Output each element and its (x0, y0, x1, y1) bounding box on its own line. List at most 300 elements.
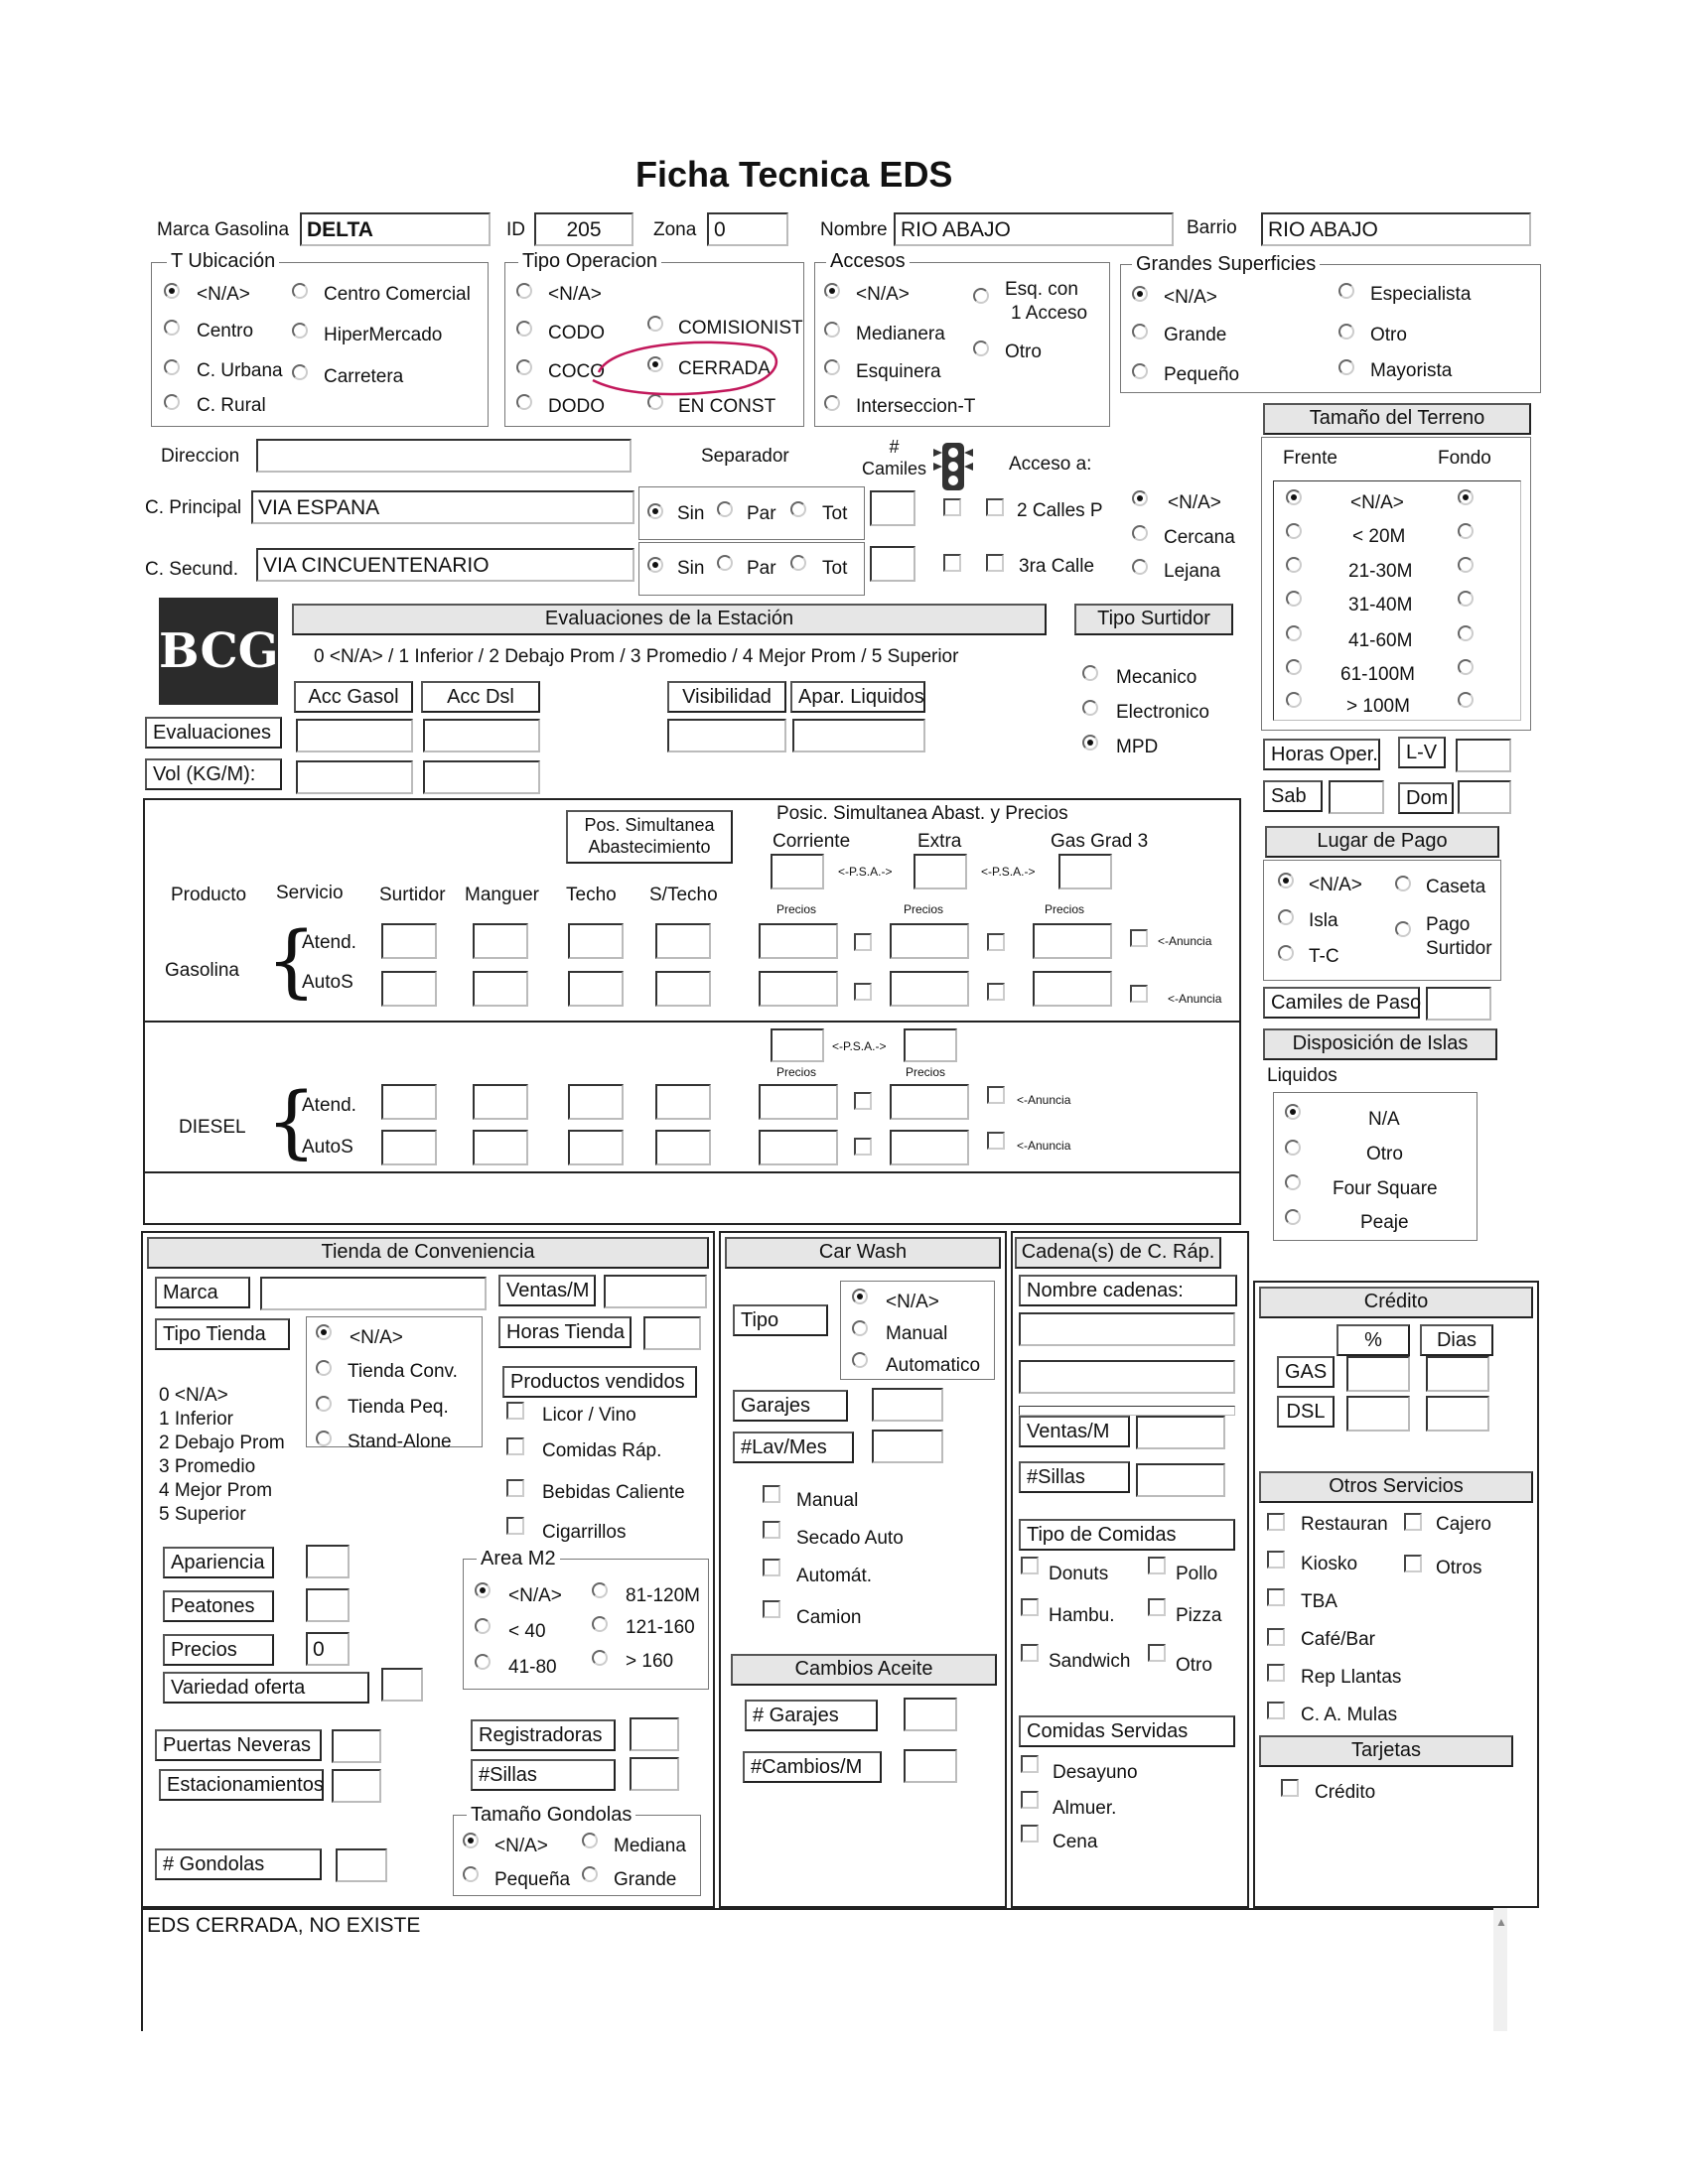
dsl-autos-anuncia-chk[interactable] (987, 1132, 1005, 1150)
radio-acc-esquinera[interactable] (824, 359, 840, 375)
radio-ubic-centro[interactable] (164, 320, 180, 336)
radio-pago-na[interactable] (1278, 873, 1294, 888)
tt-conv-label: Tienda Conv. (348, 1361, 458, 1382)
dsl-atend-anuncia-chk[interactable] (987, 1086, 1005, 1104)
radio-op-comisionist[interactable] (647, 316, 663, 332)
credito-dsl-pct[interactable] (1346, 1396, 1410, 1432)
horas-tienda-label: Horas Tienda (498, 1316, 632, 1348)
corriente-label: Corriente (773, 831, 851, 852)
radio-frente-4[interactable] (1286, 625, 1302, 641)
radio-surt-mecanico[interactable] (1082, 665, 1098, 681)
radio-acc-interseccion[interactable] (824, 395, 840, 411)
cambios-m-label: #Cambios/M (743, 1751, 882, 1783)
lv-field[interactable] (1456, 739, 1511, 772)
gas-autos-manguer[interactable] (473, 971, 528, 1007)
chk-otro-comida[interactable] (1148, 1644, 1166, 1662)
gs-na-label: <N/A> (1164, 287, 1217, 308)
nombre-field[interactable]: RIO ABAJO (894, 212, 1174, 246)
diesel-psa-1[interactable] (771, 1028, 824, 1062)
radio-acc-esq[interactable] (973, 288, 989, 304)
radio-islas-na[interactable] (1285, 1104, 1301, 1120)
area-160-label: > 160 (626, 1651, 674, 1672)
bebidas-label: Bebidas Caliente (542, 1482, 685, 1503)
gas-atend-anuncia-chk[interactable] (1130, 929, 1148, 947)
c-secund-field[interactable]: VIA CINCUENTENARIO (256, 548, 634, 582)
cw-lav-mes-field[interactable] (872, 1430, 943, 1463)
eval-acc-dsl-field[interactable] (423, 719, 540, 752)
pago-tc-label: T-C (1309, 946, 1339, 967)
chk-desayuno[interactable] (1021, 1755, 1039, 1773)
n-gondolas-label: # Gondolas (155, 1848, 322, 1880)
radio-area-81-120[interactable] (592, 1582, 608, 1598)
nombre-cadenas-field-1[interactable] (1019, 1312, 1235, 1346)
psa-corriente-field[interactable] (771, 854, 824, 889)
chk-cw-secado[interactable] (763, 1521, 780, 1539)
radio-pago-tc[interactable] (1278, 945, 1294, 961)
radio-gs-grande[interactable] (1132, 324, 1148, 340)
cw-na-label: <N/A> (886, 1292, 939, 1312)
precios-label: Precios (163, 1634, 274, 1666)
chk-kiosko[interactable] (1267, 1551, 1285, 1569)
radio-pago-isla[interactable] (1278, 909, 1294, 925)
radio-sep-s-par[interactable] (717, 555, 733, 571)
chk-hambu[interactable] (1021, 1598, 1039, 1616)
chk-donuts[interactable] (1021, 1557, 1039, 1574)
dsl-atend-manguer[interactable] (473, 1084, 528, 1120)
col-stecho: S/Techo (649, 885, 718, 905)
comidas-rap-label: Comidas Ráp. (542, 1440, 662, 1461)
cambios-m-field[interactable] (904, 1749, 957, 1783)
barrio-field[interactable]: RIO ABAJO (1261, 212, 1531, 246)
radio-op-coco[interactable] (516, 359, 532, 375)
eval-acc-gasol-field[interactable] (296, 719, 413, 752)
radio-area-121-160[interactable] (592, 1616, 608, 1632)
chk-pizza[interactable] (1148, 1598, 1166, 1616)
posic-title: Posic. Simultanea Abast. y Precios (776, 803, 1068, 824)
op-na-label: <N/A> (548, 284, 602, 305)
radio-ubic-na[interactable] (164, 283, 180, 299)
apariencia-field[interactable] (306, 1545, 350, 1578)
chk-cigarrillos[interactable] (506, 1517, 524, 1535)
radio-surt-electronico[interactable] (1082, 700, 1098, 716)
credito-header: Crédito (1259, 1287, 1533, 1318)
precios-field[interactable]: 0 (306, 1632, 350, 1666)
radio-gs-pequeno[interactable] (1132, 363, 1148, 379)
radio-fondo-6[interactable] (1458, 692, 1474, 708)
gas-atend-chk-1[interactable] (854, 933, 872, 951)
gas-autos-techo[interactable] (568, 971, 624, 1007)
sep-s-tot: Tot (822, 558, 848, 579)
radio-fondo-4[interactable] (1458, 625, 1474, 641)
ubic-centro-label: Centro (197, 321, 254, 341)
productos-vendidos-label: Productos vendidos (502, 1366, 697, 1398)
tienda-scale-0: 0 <N/A> (159, 1385, 228, 1406)
radio-area-na[interactable] (475, 1582, 491, 1598)
chk-bebidas[interactable] (506, 1479, 524, 1497)
acc-otro-label: Otro (1005, 341, 1042, 362)
sab-field[interactable] (1329, 780, 1384, 814)
radio-fondo-3[interactable] (1458, 591, 1474, 607)
direccion-field[interactable] (256, 439, 632, 473)
radio-gs-otro[interactable] (1338, 324, 1354, 340)
c-principal-label: C. Principal (145, 497, 242, 518)
tienda-sillas-field[interactable] (630, 1757, 679, 1791)
nombre-cadenas-field-2[interactable] (1019, 1360, 1235, 1394)
dsl-atend-techo[interactable] (568, 1084, 624, 1120)
dsl-autos-surtidor[interactable] (381, 1130, 437, 1165)
radio-sep-p-par[interactable] (717, 501, 733, 517)
tienda-marca-field[interactable] (260, 1277, 487, 1310)
chk-comidas-rap[interactable] (506, 1437, 524, 1455)
ubic-cc-label: Centro Comercial (324, 284, 471, 305)
ubic-na-label: <N/A> (197, 284, 250, 305)
dsl-autos-precio-2[interactable] (890, 1130, 969, 1165)
sep-p-sin: Sin (677, 503, 705, 524)
dsl-atend-precio-2[interactable] (890, 1084, 969, 1120)
radio-gs-na[interactable] (1132, 286, 1148, 302)
radio-gs-especialista[interactable] (1338, 283, 1354, 299)
variedad-field[interactable] (381, 1668, 423, 1702)
diesel-autos-label: AutoS (302, 1137, 353, 1158)
id-field[interactable]: 205 (534, 212, 633, 246)
credito-gas-dias[interactable] (1426, 1356, 1489, 1392)
evaluaciones-label: Evaluaciones (145, 717, 282, 749)
cw-opt-automat: Automát. (796, 1566, 873, 1586)
camiles-paso-field[interactable] (1426, 987, 1491, 1021)
ubic-carretera-label: Carretera (324, 366, 404, 387)
chk-tba[interactable] (1267, 1588, 1285, 1606)
radio-pago-surtidor[interactable] (1395, 921, 1411, 937)
tienda-scale-3: 3 Promedio (159, 1456, 256, 1477)
checkbox-2calles[interactable] (986, 498, 1004, 516)
dsl-atend-surtidor[interactable] (381, 1084, 437, 1120)
radio-pago-caseta[interactable] (1395, 876, 1411, 891)
gas-autos-precio-1[interactable] (759, 971, 838, 1007)
credito-gas-pct[interactable] (1346, 1356, 1410, 1392)
radio-ubic-centro-comercial[interactable] (292, 283, 308, 299)
n-gondolas-field[interactable] (336, 1848, 387, 1882)
desayuno-label: Desayuno (1053, 1762, 1138, 1783)
estacionamientos-label: Estacionamientos (159, 1769, 324, 1801)
radio-islas-peaje[interactable] (1285, 1209, 1301, 1225)
radio-tt-peq[interactable] (316, 1396, 332, 1412)
islas-na-label: N/A (1368, 1109, 1400, 1130)
radio-area-40[interactable] (475, 1618, 491, 1634)
radio-accesoa-na[interactable] (1132, 490, 1148, 506)
gas-autos-anuncia-chk[interactable] (1130, 985, 1148, 1003)
cad-ventas-label: Ventas/M (1019, 1416, 1130, 1447)
marca-field[interactable]: DELTA (300, 212, 491, 246)
cafe-bar-label: Café/Bar (1301, 1629, 1375, 1650)
registradoras-label: Registradoras (471, 1719, 616, 1751)
scroll-up-icon[interactable]: ▲ (1495, 1915, 1507, 1929)
radio-frente-5[interactable] (1286, 659, 1302, 675)
radio-op-dodo[interactable] (516, 394, 532, 410)
gas-atend-chk-2[interactable] (987, 933, 1005, 951)
radio-accesoa-cercana[interactable] (1132, 525, 1148, 541)
tienda-scale-4: 4 Mejor Prom (159, 1480, 273, 1501)
pollo-label: Pollo (1176, 1564, 1218, 1584)
gas-atend-precio-1[interactable] (759, 923, 838, 959)
chk-cw-camion[interactable] (763, 1600, 780, 1618)
notes-field[interactable]: EDS CERRADA, NO EXISTE (141, 1908, 1493, 2031)
precios-label-3: Precios (1045, 902, 1085, 916)
dsl-atend-stecho[interactable] (655, 1084, 711, 1120)
radio-gond-grande[interactable] (582, 1866, 598, 1882)
cw-garajes-field[interactable] (872, 1388, 943, 1422)
tipo-comidas-label: Tipo de Comidas (1019, 1519, 1235, 1551)
dsl-autos-anuncia: <-Anuncia (1017, 1139, 1071, 1153)
islas-four-square-label: Four Square (1333, 1178, 1438, 1199)
gas-autos-chk-1[interactable] (854, 983, 872, 1001)
acc-interseccion-label: Interseccion-T (856, 396, 976, 417)
dsl-autos-precio-1[interactable] (759, 1130, 838, 1165)
eval-visibilidad-field[interactable] (667, 719, 786, 752)
radio-acc-na[interactable] (824, 283, 840, 299)
psa-gasgrad-field[interactable] (1058, 854, 1112, 889)
tienda-header: Tienda de Conveniencia (147, 1237, 709, 1269)
otros-label: Otros (1436, 1558, 1482, 1578)
radio-acc-medianera[interactable] (824, 322, 840, 338)
radio-ubic-carretera[interactable] (292, 364, 308, 380)
radio-gs-mayorista[interactable] (1338, 359, 1354, 375)
cw-manual-label: Manual (886, 1323, 948, 1344)
horas-tienda-field[interactable] (643, 1316, 701, 1350)
chk-otros[interactable] (1404, 1555, 1422, 1572)
cad-sillas-field[interactable] (1136, 1463, 1225, 1497)
radio-op-codo[interactable] (516, 321, 532, 337)
gas-atend-stecho[interactable] (655, 923, 711, 959)
area-na-label: <N/A> (508, 1585, 562, 1606)
dsl-autos-techo[interactable] (568, 1130, 624, 1165)
radio-sep-s-tot[interactable] (790, 555, 806, 571)
gas-atend-anuncia: <-Anuncia (1158, 934, 1212, 948)
tienda-ventas-field[interactable] (604, 1275, 707, 1308)
almuer-label: Almuer. (1053, 1798, 1117, 1819)
c-secund-label: C. Secund. (145, 559, 238, 580)
radio-op-na[interactable] (516, 283, 532, 299)
op-en-const-label: EN CONST (678, 396, 776, 417)
radio-tt-standalone[interactable] (316, 1431, 332, 1446)
area-40-label: < 40 (508, 1621, 546, 1642)
chk-tarjeta-credito[interactable] (1281, 1779, 1299, 1797)
radio-surt-mpd[interactable] (1082, 735, 1098, 751)
otros-servicios-header: Otros Servicios (1259, 1471, 1533, 1503)
registradoras-field[interactable] (630, 1717, 679, 1751)
chk-almuer[interactable] (1021, 1791, 1039, 1809)
precios-label-2: Precios (904, 902, 944, 916)
tt-na-label: <N/A> (350, 1327, 403, 1348)
zona-field[interactable]: 0 (707, 212, 788, 246)
radio-sep-p-sin[interactable] (647, 503, 663, 519)
gas-atend-surtidor[interactable] (381, 923, 437, 959)
checkbox-3ra-calle[interactable] (986, 554, 1004, 572)
gas-autos-chk-2[interactable] (987, 983, 1005, 1001)
radio-islas-otro[interactable] (1285, 1140, 1301, 1156)
acc-medianera-label: Medianera (856, 324, 945, 344)
nombre-label: Nombre (820, 219, 888, 240)
chk-cafe-bar[interactable] (1267, 1628, 1285, 1646)
dom-field[interactable] (1458, 780, 1511, 814)
radio-area-160[interactable] (592, 1650, 608, 1666)
ubic-hiper-label: HiperMercado (324, 325, 443, 345)
comidas-servidas-label: Comidas Servidas (1019, 1715, 1235, 1747)
tt-standalone-label: Stand-Alone (348, 1432, 452, 1452)
radio-cw-na[interactable] (852, 1289, 868, 1304)
dsl-atend-precio-1[interactable] (759, 1084, 838, 1120)
radio-area-41-80[interactable] (475, 1654, 491, 1670)
cena-label: Cena (1053, 1832, 1098, 1852)
area-title: Area M2 (477, 1549, 560, 1569)
tienda-scale-2: 2 Debajo Prom (159, 1433, 285, 1453)
accesoa-cercana: Cercana (1164, 527, 1235, 548)
zona-label: Zona (653, 219, 697, 240)
radio-frente-0[interactable] (1286, 489, 1302, 505)
gas-atend-precio-3[interactable] (1033, 923, 1112, 959)
dom-label: Dom (1398, 782, 1454, 814)
gas-autos-surtidor[interactable] (381, 971, 437, 1007)
donuts-label: Donuts (1049, 1564, 1109, 1584)
sep-s-par: Par (747, 558, 776, 579)
gs-otro-label: Otro (1370, 325, 1407, 345)
estacionamientos-field[interactable] (332, 1769, 381, 1803)
cigarrillos-label: Cigarrillos (542, 1522, 627, 1543)
camiles-principal-field[interactable] (870, 490, 915, 526)
grandes-superficies-title: Grandes Superficies (1132, 254, 1320, 274)
radio-gond-na[interactable] (463, 1833, 479, 1848)
dsl-autos-chk-1[interactable] (854, 1138, 872, 1156)
radio-islas-four-square[interactable] (1285, 1174, 1301, 1190)
radio-fondo-0[interactable] (1458, 489, 1474, 505)
diesel-precios-2: Precios (906, 1065, 946, 1079)
ubic-urbana-label: C. Urbana (197, 360, 283, 381)
radio-accesoa-lejana[interactable] (1132, 559, 1148, 575)
camiles-secund-field[interactable] (870, 546, 915, 582)
chk-rep-llantas[interactable] (1267, 1664, 1285, 1682)
pago-pago-label: Pago (1426, 914, 1471, 935)
radio-fondo-2[interactable] (1458, 557, 1474, 573)
checkbox-secund-a[interactable] (943, 554, 961, 572)
acc-na-label: <N/A> (856, 284, 910, 305)
gs-grande-label: Grande (1164, 325, 1227, 345)
op-cerrada-label: CERRADA (678, 358, 771, 379)
vol-dsl-field[interactable] (423, 760, 540, 794)
gasolina-label: Gasolina (165, 960, 239, 981)
chk-pollo[interactable] (1148, 1557, 1166, 1574)
puertas-field[interactable] (332, 1729, 381, 1763)
chk-licor[interactable] (506, 1402, 524, 1420)
chk-cw-manual[interactable] (763, 1485, 780, 1503)
sep-p-par: Par (747, 503, 776, 524)
psa-extra-field[interactable] (914, 854, 967, 889)
cerrada-circle-annotation (581, 333, 789, 398)
radio-ubic-hipermercado[interactable] (292, 323, 308, 339)
diesel-precios-1: Precios (776, 1065, 817, 1079)
chk-restauran[interactable] (1267, 1513, 1285, 1531)
radio-frente-3[interactable] (1286, 591, 1302, 607)
cad-ventas-field[interactable] (1136, 1416, 1225, 1449)
nombre-cadenas-field-3[interactable] (1019, 1406, 1235, 1416)
page-title: Ficha Tecnica EDS (635, 154, 953, 195)
radio-fondo-1[interactable] (1458, 523, 1474, 539)
radio-frente-6[interactable] (1286, 692, 1302, 708)
radio-gond-mediana[interactable] (582, 1833, 598, 1848)
surt-mpd-label: MPD (1116, 737, 1159, 757)
area-121-160-label: 121-160 (626, 1617, 695, 1638)
chk-cena[interactable] (1021, 1825, 1039, 1843)
cajero-label: Cajero (1436, 1514, 1491, 1535)
chk-sandwich[interactable] (1021, 1644, 1039, 1662)
cambios-garajes-field[interactable] (904, 1698, 957, 1731)
radio-frente-1[interactable] (1286, 523, 1302, 539)
ca-mulas-label: C. A. Mulas (1301, 1705, 1398, 1725)
eval-apar-liquidos-field[interactable] (792, 719, 925, 752)
radio-cw-automatico[interactable] (852, 1352, 868, 1368)
gas-autos-precio-2[interactable] (890, 971, 969, 1007)
radio-ubic-rural[interactable] (164, 394, 180, 410)
checkbox-principal-a[interactable] (943, 498, 961, 516)
terreno-opt-0: <N/A> (1350, 492, 1404, 513)
gond-pequena-label: Pequeña (494, 1869, 571, 1890)
psa-label-1: <-P.S.A.-> (838, 865, 893, 879)
surt-mecanico-label: Mecanico (1116, 667, 1197, 688)
radio-cw-manual[interactable] (852, 1320, 868, 1336)
peatones-label: Peatones (163, 1590, 274, 1622)
dsl-autos-manguer[interactable] (473, 1130, 528, 1165)
terreno-opt-5: 61-100M (1340, 664, 1415, 685)
puertas-label: Puertas Neveras (155, 1729, 322, 1761)
peatones-field[interactable] (306, 1588, 350, 1622)
radio-ubic-urbana[interactable] (164, 359, 180, 375)
cw-automatico-label: Automatico (886, 1355, 981, 1376)
radio-tt-conv[interactable] (316, 1360, 332, 1376)
psa-label-2: <-P.S.A.-> (981, 865, 1036, 879)
gas-autos-stecho[interactable] (655, 971, 711, 1007)
tamano-terreno-header: Tamaño del Terreno (1263, 403, 1531, 435)
c-principal-field[interactable]: VIA ESPANA (251, 490, 634, 524)
acc-esq-label: Esq. con (1005, 279, 1078, 300)
pago-na-label: <N/A> (1309, 875, 1362, 895)
terreno-opt-2: 21-30M (1348, 561, 1413, 582)
radio-gond-pequena[interactable] (463, 1866, 479, 1882)
gas-atend-manguer[interactable] (473, 923, 528, 959)
credito-dsl-dias[interactable] (1426, 1396, 1489, 1432)
diesel-psa-2[interactable] (904, 1028, 957, 1062)
radio-sep-s-sin[interactable] (647, 557, 663, 573)
radio-acc-otro[interactable] (973, 341, 989, 356)
dsl-atend-chk-1[interactable] (854, 1092, 872, 1110)
vol-gasol-field[interactable] (296, 760, 413, 794)
sab-label: Sab (1263, 780, 1323, 812)
dsl-autos-stecho[interactable] (655, 1130, 711, 1165)
visibilidad-label: Visibilidad (667, 681, 786, 713)
diesel-label: DIESEL (179, 1117, 246, 1138)
chk-ca-mulas[interactable] (1267, 1702, 1285, 1719)
gas-atend-precio-2[interactable] (890, 923, 969, 959)
radio-sep-p-tot[interactable] (790, 501, 806, 517)
radio-tt-na[interactable] (316, 1324, 332, 1340)
tienda-scale-1: 1 Inferior (159, 1409, 233, 1430)
radio-frente-2[interactable] (1286, 557, 1302, 573)
acc-dsl-label: Acc Dsl (421, 681, 540, 713)
tba-label: TBA (1301, 1591, 1337, 1612)
gas-atend-techo[interactable] (568, 923, 624, 959)
gas-autos-precio-3[interactable] (1033, 971, 1112, 1007)
chk-cw-automat[interactable] (763, 1559, 780, 1576)
radio-fondo-5[interactable] (1458, 659, 1474, 675)
tarjeta-credito-label: Crédito (1315, 1782, 1376, 1803)
chk-cajero[interactable] (1404, 1513, 1422, 1531)
